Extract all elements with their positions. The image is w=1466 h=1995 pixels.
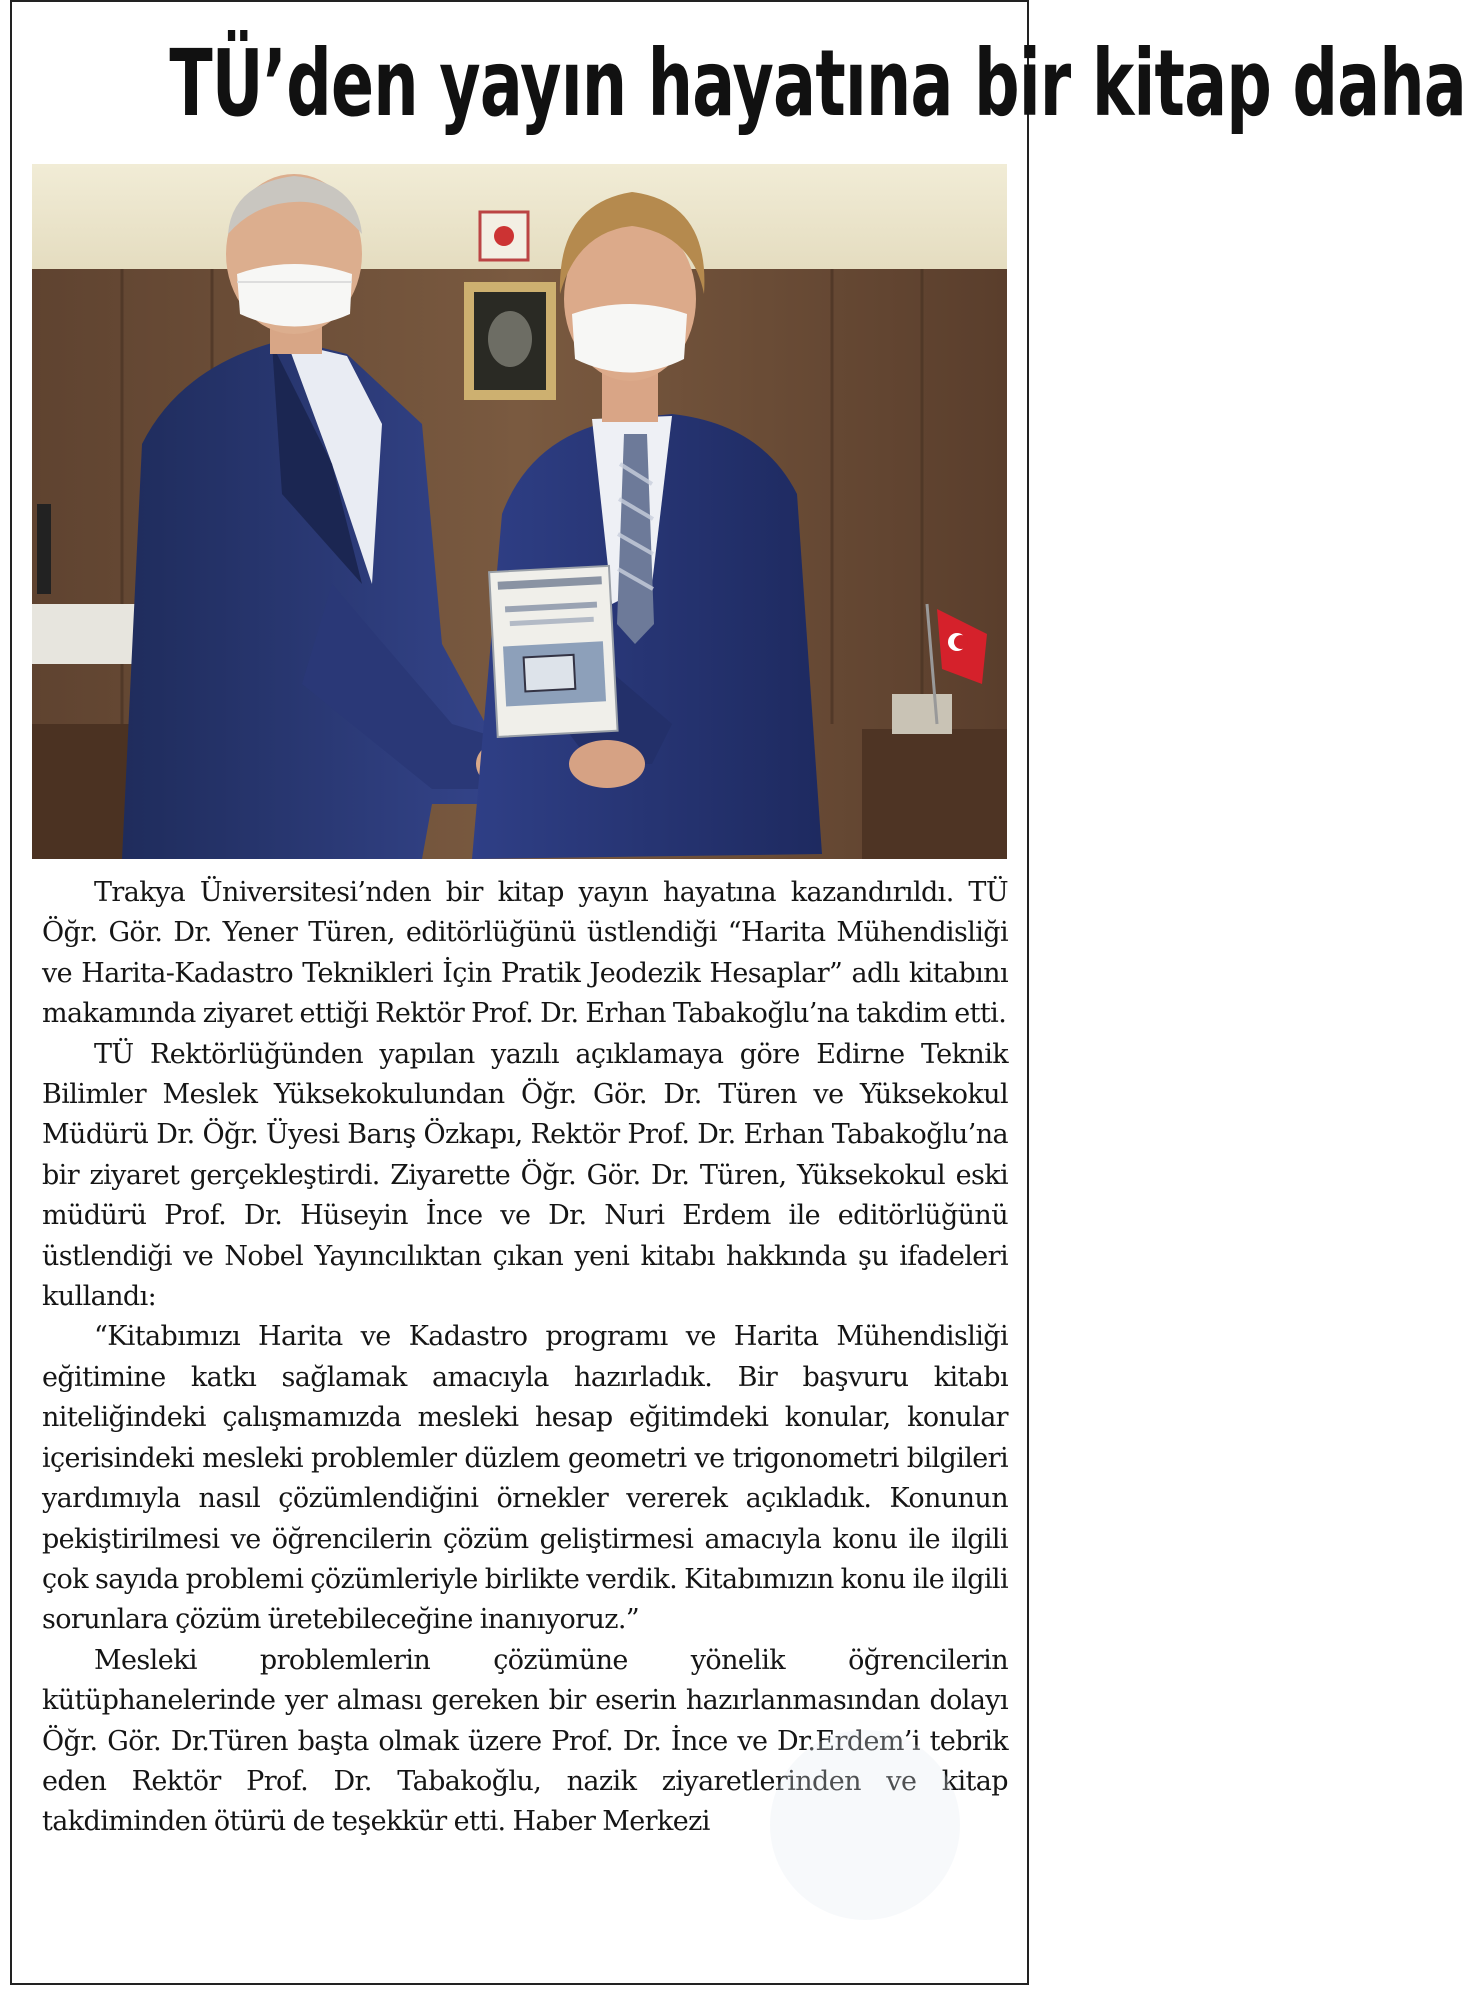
paragraph-1: Trakya Üniversitesi’nden bir kitap yayın hayatına kazandırıldı. TÜ Öğr. Gör. Dr. Yener Türen, editörlüğünü üstlendiği “Harita Mühendisliği ve Harita-Kadastro Teknikleri İçin Pratik Jeodezik Hesaplar” adlı kitabını makamında ziyaret ettiği Rektör Prof. Dr. Erhan Tabakoğlu’na takdim etti. <box>42 877 1008 1030</box>
paragraph-4: Mesleki problemlerin çözümüne yönelik öğrencilerin kütüphanelerinde yer alması gereken bir eserin hazırlanmasından dolayı Öğr. Gör. Dr.Türen başta olmak üzere Prof. Dr. İnce ve Dr.Erdem’i tebrik eden Rektör Prof. Dr. Tabakoğlu, nazik ziyaretlerinden ve kitap takdiminden ötürü de teşekkür etti. Haber Merkezi <box>42 1644 1008 1838</box>
article-frame <box>10 0 1466 1985</box>
headline: TÜ’den yayın hayatına bir kitap daha <box>169 30 1466 137</box>
watermark <box>770 1730 960 1920</box>
photo-illustration <box>32 164 1007 859</box>
article-body <box>42 873 1008 1843</box>
article-photo <box>32 164 1007 859</box>
top-rule <box>12 0 1027 2</box>
paragraph-2: TÜ Rektörlüğünden yapılan yazılı açıklamaya göre Edirne Teknik Bilimler Meslek Yüksekokulundan Öğr. Gör. Dr. Türen ve Yüksekokul Müdürü Dr. Öğr. Üyesi Barış Özkapı, Rektör Prof. Dr. Erhan Tabakoğlu’na bir ziyaret gerçekleştirdi. Ziyarette Öğr. Gör. Dr. Türen, Yüksekokul eski müdürü Prof. Dr. Hüseyin İnce ve Dr. Nuri Erdem ile editörlüğünü üstlendiği ve Nobel Yayıncılıktan çıkan yeni kitabı hakkında şu ifadeleri kullandı: <box>42 1038 1008 1313</box>
paragraph-3: “Kitabımızı Harita ve Kadastro programı ve Harita Mühendisliği eğitimine katkı sağlamak amacıyla hazırladık. Bir başvuru kitabı niteliğindeki çalışmamızda mesleki hesap eğitimdeki konular, konular içerisindeki mesleki problemler düzlem geometri ve trigonometri bilgileri yardımıyla nasıl çözümlendiğini örnekler vererek açıkladık. Konunun pekiştirilmesi ve öğrencilerin çözüm geliştirmesi amacıyla konu ile ilgili çok sayıda problemi çözümleriyle birlikte verdik. Kitabımızın konu ile ilgili sorunlara çözüm üretebileceğine inanıyoruz.” <box>42 1321 1008 1636</box>
